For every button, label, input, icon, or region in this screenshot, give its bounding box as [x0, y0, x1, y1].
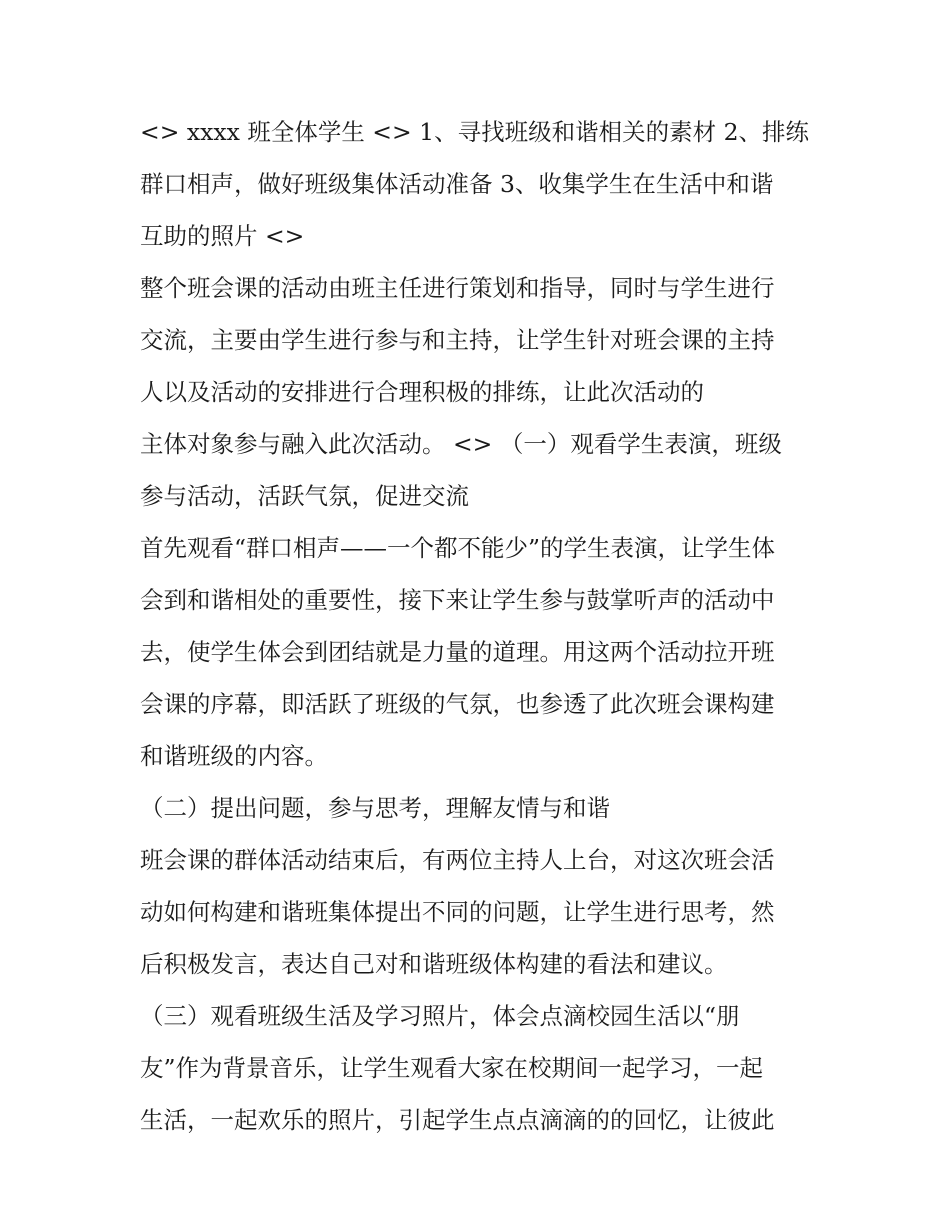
text-line: 生活，一起欢乐的照片，引起学生点点滴滴的的回忆，让彼此	[140, 1106, 775, 1134]
text-line: 会课的序幕，即活跃了班级的气氛，也参透了此次班会课构建	[140, 690, 775, 718]
text-line: 互助的照片 <>	[140, 222, 305, 250]
text-line: 参与活动，活跃气氛，促进交流	[140, 482, 469, 510]
text-line: <> xxxx 班全体学生 <> 1、寻找班级和谐相关的素材 2、排练	[140, 118, 810, 146]
text-line: 会到和谐相处的重要性，接下来让学生参与鼓掌听声的活动中	[140, 586, 775, 614]
document-body	[140, 106, 820, 1146]
text-line: 和谐班级的内容。	[140, 742, 328, 770]
text-line: 主体对象参与融入此次活动。 <> （一）观看学生表演，班级	[140, 430, 782, 458]
text-line: 后积极发言，表达自己对和谐班级体构建的看法和建议。	[140, 950, 728, 978]
text-line: 去，使学生体会到团结就是力量的道理。用这两个活动拉开班	[140, 638, 775, 666]
text-line: 动如何构建和谐班集体提出不同的问题，让学生进行思考，然	[140, 898, 775, 926]
text-line: 整个班会课的活动由班主任进行策划和指导，同时与学生进行	[140, 274, 775, 302]
section-heading: （三）观看班级生活及学习照片，体会点滴校园生活以“朋	[140, 1002, 740, 1030]
text-line: 班会课的群体活动结束后，有两位主持人上台，对这次班会活	[140, 846, 775, 874]
text-line: 群口相声，做好班级集体活动准备 3、收集学生在生活中和谐	[140, 170, 774, 198]
section-heading: （二）提出问题，参与思考，理解友情与和谐	[140, 794, 610, 822]
text-line: 首先观看“群口相声——一个都不能少”的学生表演，让学生体	[140, 534, 776, 562]
text-line: 人以及活动的安排进行合理积极的排练，让此次活动的	[140, 378, 704, 406]
text-line: 交流，主要由学生进行参与和主持，让学生针对班会课的主持	[140, 326, 775, 354]
text-line: 友”作为背景音乐，让学生观看大家在校期间一起学习，一起	[140, 1054, 764, 1082]
